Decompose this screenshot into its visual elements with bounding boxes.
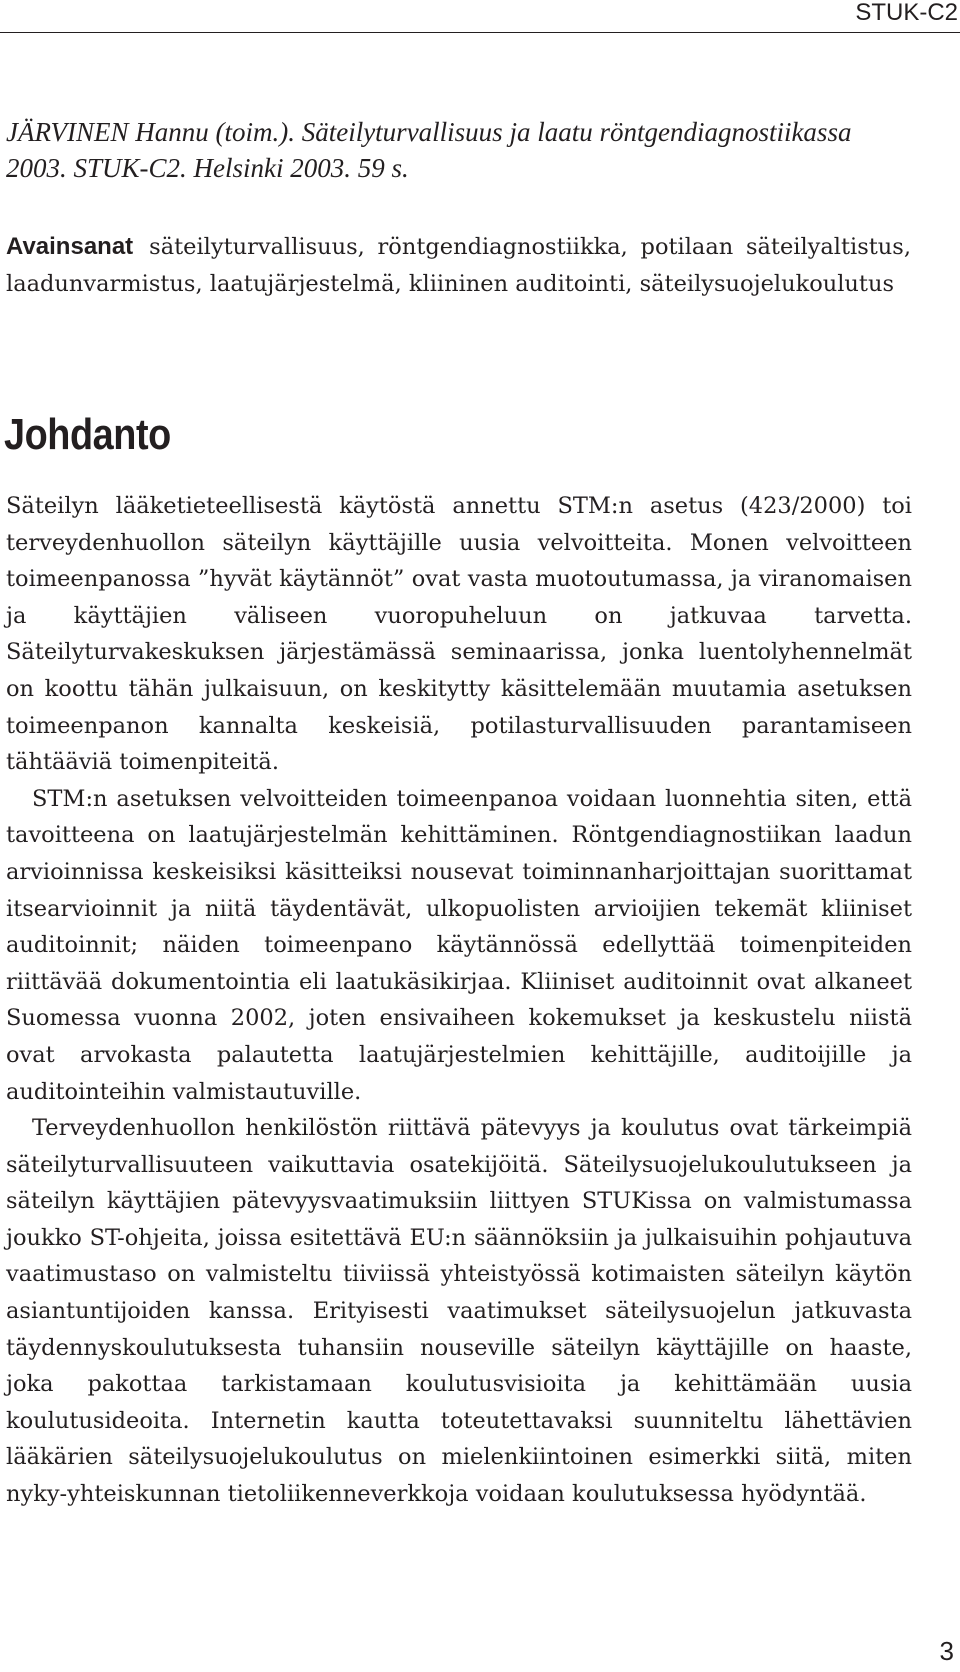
bibliographic-citation: JÄRVINEN Hannu (toim.). Säteilyturvallisuus ja laatu röntgendiagnostiikassa 2003. STUK-C2. Helsinki 2003. 59 s. — [6, 117, 852, 183]
body-paragraph-3: Terveydenhuollon henkilöstön riittävä pätevyys ja koulutus ovat tärkeimpiä säteilyturvallisuuteen vaikuttavia osatekijöitä. Säteilysuojelukoulutukseen ja säteilyn käyttäjien pätevyysvaatimuksiin liittyen STUKissa on valmistumassa joukko ST-ohjeita, joissa esitettävä EU:n säännöksiin ja julkaisuihin pohjautuva vaatimustaso on valmisteltu tiiviissä yhteistyössä kotimaisten säteilyn käytön asiantuntijoiden kanssa. Erityisesti vaatimukset säteilysuojelun jatkuvasta täydennyskoulutuksesta tuhansiin nouseville säteilyn käyttäjille on haaste, joka pakottaa tarkistamaan koulutusvisioita ja kehittämään uusia koulutusideoita. Internetin kautta toteutettavaksi suunniteltu lähettävien lääkärien säteilysuojelukoulutus on mielenkiintoinen esimerkki siitä, miten nyky-yhteiskunnan tietoliikenneverkkoja voidaan koulutuksessa hyödyntää. — [6, 1115, 912, 1508]
body-paragraph-2: STM:n asetuksen velvoitteiden toimeenpanoa voidaan luonnehtia siten, että tavoitteena on laatujärjestelmän kehittäminen. Röntgendiagnostiikan laadun arvioinnissa keskeisiksi käsitteiksi nousevat toiminnanharjoittajan suorittamat itsearvioinnit ja niitä täydentävät, ulkopuolisten arvioijien tekemät kliiniset auditoinnit; näiden toimeenpano käytännössä edellyttää toimenpiteiden riittävää dokumentointia eli laatukäsikirjaa. Kliiniset auditoinnit ovat alkaneet Suomessa vuonna 2002, joten ensivaiheen kokemukset ja keskustelu niistä ovat arvokasta palautetta laatujärjestelmien kehittäjille, auditoijille ja auditointeihin valmistautuville. — [6, 785, 912, 1105]
page-number: 3 — [939, 1636, 954, 1666]
keywords-text: säteilyturvallisuus, röntgendiagnostiikka, potilaan säteilyaltistus, laadunvarmistus, laatujärjestelmä, kliininen auditointi, säteilysuojelukoulutus — [6, 234, 911, 297]
running-head-series: STUK-C2 — [855, 0, 958, 26]
keywords-label: Avainsanat — [6, 233, 134, 260]
section-body — [6, 488, 912, 1513]
body-paragraph-1: Säteilyn lääketieteellisestä käytöstä annettu STM:n asetus (423/2000) toi terveydenhuollon säteilyn käyttäjille uusia velvoitteita. Monen velvoitteen toimeenpanossa ”hyvät käytännöt” ovat vasta muotoutumassa, ja viranomaisen ja käyttäjien väliseen vuoropuheluun on jatkuvaa tarvetta. Säteilyturvakeskuksen järjestämässä seminaarissa, jonka luentolyhennelmät on koottu tähän julkaisuun, on keskitytty käsittelemään muutamia asetuksen toimeenpanon kannalta keskeisiä, potilasturvallisuuden parantamiseen tähtääviä toimenpiteitä. — [6, 493, 912, 776]
section-title: Johdanto — [4, 410, 171, 459]
keywords-block — [6, 228, 911, 303]
header-rule — [0, 32, 960, 33]
